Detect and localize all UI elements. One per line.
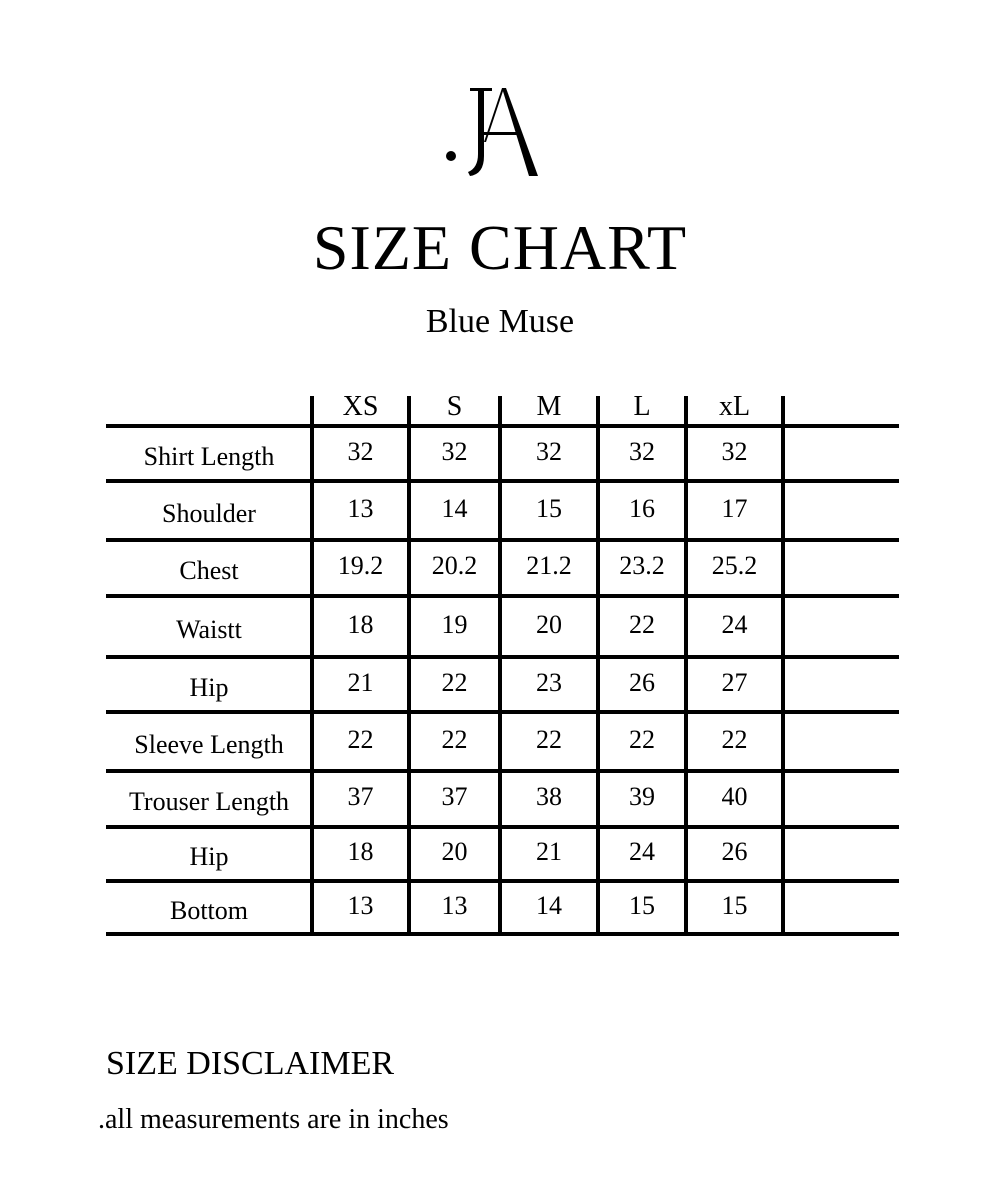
size-header-s: S	[446, 391, 463, 422]
table-cell: 15	[536, 493, 562, 523]
row-label-trouser-length: Trouser Length	[128, 787, 290, 816]
table-cell: 22	[721, 724, 748, 754]
table-cell: 32	[629, 436, 655, 466]
table-cell: 37	[347, 782, 374, 811]
table-cell: 20.2	[431, 551, 478, 580]
table-cell: 22	[536, 724, 562, 754]
table-cell: 27	[721, 667, 748, 697]
table-cell: 13	[347, 890, 374, 920]
row-label-trouser-hip: Hip	[189, 842, 229, 871]
table-cell: 22	[629, 609, 655, 639]
table-cell: 14	[441, 493, 468, 523]
row-label-shirt-length: Shirt Length	[143, 441, 275, 471]
table-cell: 22	[347, 724, 374, 754]
row-label-sleeve-length: Sleeve Length	[134, 729, 284, 759]
table-cell: 18	[347, 837, 374, 866]
table-cell: 32	[536, 436, 562, 466]
table-cell: 32	[721, 436, 748, 466]
table-cell: 40	[721, 782, 748, 811]
table-cell: 22	[441, 667, 468, 697]
row-label-waist: Waistt	[176, 614, 242, 644]
row-label-shoulder: Shoulder	[162, 498, 256, 528]
size-header-l: L	[633, 391, 651, 422]
size-header-xs: XS	[342, 391, 379, 422]
table-cell: 38	[536, 782, 562, 811]
ja-monogram-logo	[440, 82, 560, 182]
table-cell: 18	[347, 609, 374, 639]
table-cell: 16	[629, 493, 655, 523]
table-cell: 15	[721, 890, 748, 920]
table-cell: 20	[441, 837, 468, 866]
page-title: SIZE CHART	[312, 212, 688, 283]
disclaimer-text: .all measurements are in inches	[98, 1104, 449, 1135]
row-label-bottom: Bottom	[169, 895, 248, 925]
row-label-chest: Chest	[179, 556, 239, 585]
table-cell: 32	[347, 436, 374, 466]
table-cell: 24	[629, 837, 655, 866]
table-cell: 21	[347, 667, 374, 697]
table-cell: 19	[441, 609, 468, 639]
table-cell: 26	[629, 667, 655, 697]
size-header-m: M	[536, 391, 562, 422]
table-cell: 21.2	[526, 551, 572, 580]
table-cell: 20	[536, 609, 562, 639]
table-cell: 22	[629, 724, 655, 754]
table-cell: 25.2	[711, 551, 758, 580]
table-cell: 17	[721, 493, 748, 523]
table-cell: 21	[536, 837, 562, 866]
table-cell: 14	[536, 890, 562, 920]
table-cell: 39	[629, 782, 655, 811]
table-cell: 22	[441, 724, 468, 754]
table-cell: 26	[721, 837, 748, 866]
table-cell: 32	[441, 436, 468, 466]
table-cell: 13	[441, 890, 468, 920]
table-cell: 19.2	[337, 551, 384, 580]
table-cell: 24	[721, 609, 748, 639]
product-name: Blue Muse	[425, 303, 575, 340]
table-cell: 15	[629, 890, 655, 920]
row-label-hip: Hip	[189, 672, 229, 702]
table-cell: 37	[441, 782, 468, 811]
size-header-xl: xL	[718, 391, 751, 422]
table-cell: 13	[347, 493, 374, 523]
table-cell: 23.2	[619, 551, 665, 580]
disclaimer-heading: SIZE DISCLAIMER	[106, 1045, 395, 1082]
table-cell: 23	[536, 667, 562, 697]
